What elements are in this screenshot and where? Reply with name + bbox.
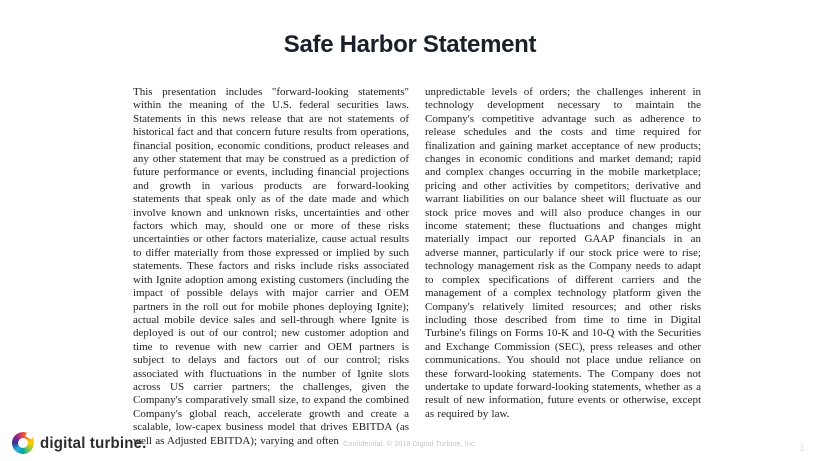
body-text-block [133, 86, 701, 448]
body-text-column-right: unpredictable levels of orders; the challenges inherent in technology development necessary to maintain the Company's competitive advantage such as adherence to release schedules and the costs and time required for finalization and gaining market acceptance of new products; changes in economic conditions and market demand; rapid and complex changes occurring in the mobile marketplace; pricing and other activities by competitors; derivative and warrant liabilities on our balance sheet will fluctuate as our stock price moves and will also produce changes in our income statement; these fluctuations and changes might materially impact our reported GAAP financials in an adverse manner, particularly if our stock price were to rise; technology management risk as the Company needs to adapt to complex specifications of different carriers and the management of a complex technology platform given the Company's relatively limited resources; and other risks including those described from time to time in Digital Turbine's filings on Forms 10-K and 10-Q with the Securities and Exchange Commission (SEC), press releases and other communications. You should not place undue reliance on these forward-looking statements. The Company does not undertake to update forward-looking statements, whether as a result of new information, future events or otherwise, except as required by law. [425, 86, 701, 420]
confidential-footer-text: Confidential. © 2018 Digital Turbine, Inc. [343, 441, 477, 448]
body-text-column-left: This presentation includes "forward-looking statements" within the meaning of the U.S. federal securities laws. Statements in this news release that are not statements of historical fact and that concern future results from operations, financial position, economic conditions, product releases and any other statement that may be construed as a prediction of future performance or events, including financial projections and growth in various products are forward-looking statements that speak only as of the date made and which involve known and unknown risks, uncertainties and other factors which may, should one or more of these risks uncertainties or other factors materialize, cause actual results to differ materially from those expressed or implied by such statements. These factors and risks include risks associated with Ignite adoption among existing customers (including the impact of possible delays with major carrier and OEM partners in the roll out for mobile phones deploying Ignite); actual mobile device sales and sell-through where Ignite is deployed is out of our control; new customer adoption and time to revenue with new carrier and OEM partners is subject to delays and factors out of our control; risks associated with fluctuations in the number of Ignite slots across US carrier partners; the challenges, given the Company's comparatively small size, to expand the combined Company's global reach, accelerate growth and create a scalable, low-capex business model that drives EBITDA (as well as Adjusted EBITDA); varying and often [133, 86, 409, 447]
logo-wordmark: digital turbine. [40, 434, 147, 452]
page-number: 3 [799, 444, 804, 453]
slide-title: Safe Harbor Statement [283, 31, 537, 58]
